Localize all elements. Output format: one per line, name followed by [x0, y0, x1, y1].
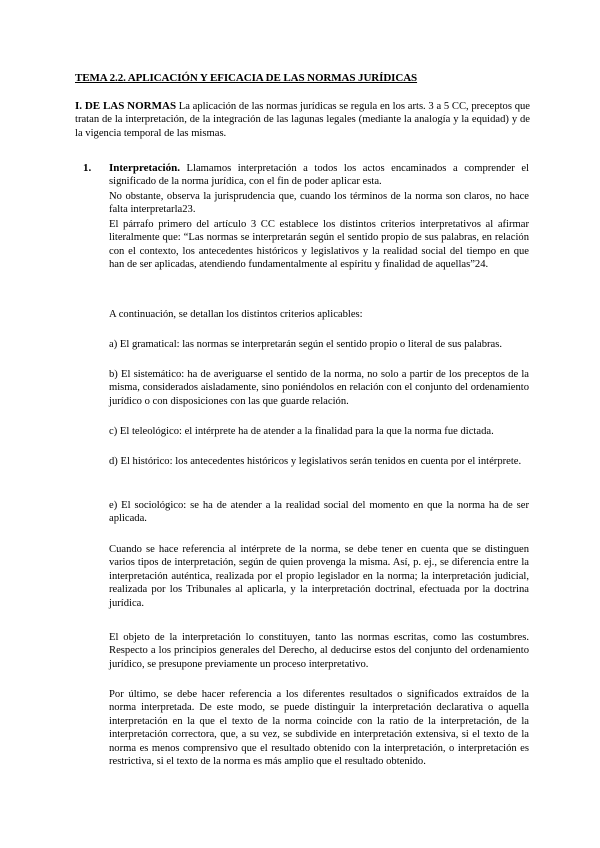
criterion-historical: d) El histórico: los antecedentes históricos y legislativos serán tenidos en cuenta por el intérprete. — [109, 456, 522, 467]
section-heading: Interpretación. — [109, 162, 180, 174]
criterion-systematic: b) El sistemático: ha de averiguarse el sentido de la norma, no solo a partir de los preceptos de la misma, considerados aisladamente, sino poniéndolos en relación con el conjunto del ordenamiento jurídico o con disposiciones con las que guarde relación. — [109, 369, 529, 407]
intro-text: La aplicación de las normas jurídicas se regula en los arts. 3 a 5 CC, preceptos que tratan de la interpretación, de la integración de las lagunas legales (mediante la analogía y la equidad) y de la vigencia temporal de las mismas. — [75, 101, 530, 139]
page-title: TEMA 2.2. APLICACIÓN Y EFICACIA DE LAS NORMAS JURÍDICAS — [75, 72, 418, 84]
intro-heading: I. DE LAS NORMAS — [75, 100, 177, 112]
intro-paragraph — [75, 100, 530, 140]
criteria-intro: A continuación, se detallan los distintos criterios aplicables: — [109, 309, 363, 320]
criterion-teleological: c) El teleológico: el intérprete ha de atender a la finalidad para la que la norma fue dictada. — [109, 426, 494, 437]
paragraph-interpretation-object: El objeto de la interpretación lo constituyen, tanto las normas escritas, como las costumbres. Respecto a los principios generales del Derecho, al deducirse estos del conjunto del ordenamiento jurídico, se presupone previamente un proceso interpretativo. — [109, 632, 529, 670]
section-lead-text: Llamamos interpretación a todos los actos encaminados a comprender el significado de la norma jurídica, con el fin de poder aplicar esta. — [109, 163, 529, 188]
paragraph-interpretation-results: Por último, se debe hacer referencia a los diferentes resultados o significados extraídos de la norma interpretada. De este modo, se puede distinguir la interpretación declarativa o aquella interpretación en la que el texto de la norma coincide con la ratio de la interpretación, de la interpretación correctora, que, a su vez, se subdivide en interpretación extensiva, si el texto de la norma es menos comprensivo que el resultado obtenido con la interpretación, o interpretación es restrictiva, si el texto de la norma es más amplio que el resultado obtenido. — [109, 689, 529, 768]
criterion-grammatical: a) El gramatical: las normas se interpretarán según el sentido propio o literal de sus palabras. — [109, 339, 503, 350]
jurisprudence-paragraph: No obstante, observa la jurisprudencia que, cuando los términos de la norma son claros, no hace falta interpretarla23. — [109, 191, 529, 216]
section-lead-paragraph — [109, 162, 529, 189]
article-paragraph: El párrafo primero del artículo 3 CC establece los distintos criterios interpretativos al afirmar literalmente que: “Las normas se interpretarán según el sentido propio de sus palabras, en relación con el contexto, los antecedentes históricos y legislativos y la realidad social del tiempo en que han de ser aplicadas, atendiendo fundamentalmente al espíritu y finalidad de aquellas”24. — [109, 219, 529, 271]
criterion-sociological: e) El sociológico: se ha de atender a la realidad social del momento en que la norma ha de ser aplicada. — [109, 500, 529, 525]
paragraph-interpreter-types: Cuando se hace referencia al intérprete de la norma, se debe tener en cuenta que se distinguen varios tipos de interpretación, según de quien provenga la misma. Así, p. ej., se diferencia entre la interpretación auténtica, realizada por el propio legislador en la norma; la interpretación judicial, realizada por los Tribunales al aplicarla, y la interpretación doctrinal, efectuada por la doctrina jurídica. — [109, 544, 529, 609]
section-number: 1. — [83, 162, 92, 174]
